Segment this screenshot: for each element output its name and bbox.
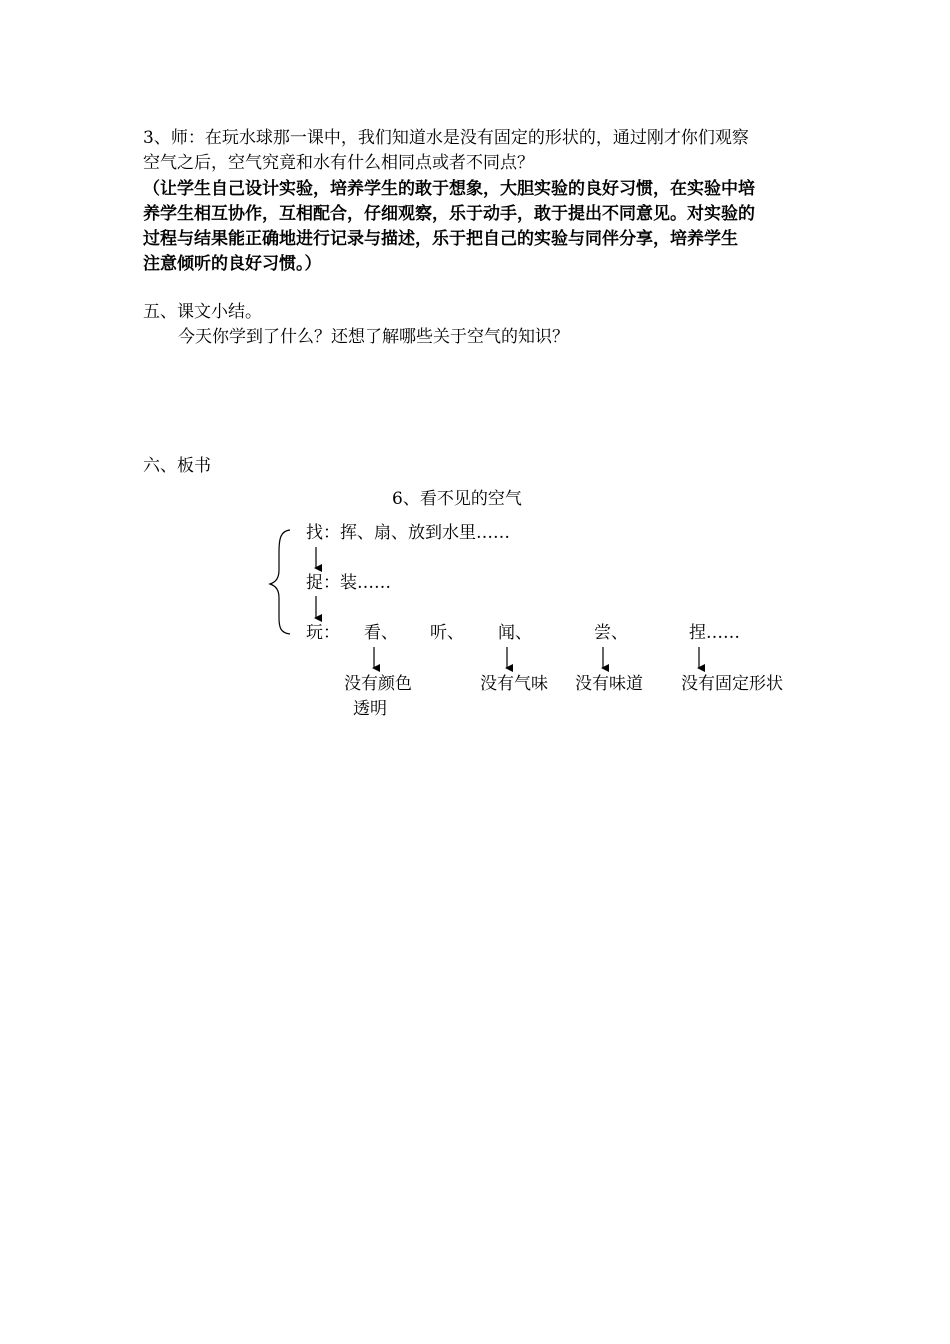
result-look: 没有颜色: [344, 674, 412, 694]
section3-line2: 空气之后，空气究竟和水有什么相同点或者不同点？: [143, 153, 534, 173]
result-smell: 没有气味: [480, 674, 548, 694]
board-play: 玩：: [306, 623, 340, 643]
note-line1: （让学生自己设计实验，培养学生的敢于想象，大胆实验的良好习惯，在实验中培: [143, 179, 755, 199]
board-heading: 六、板书: [143, 456, 211, 476]
note-line3: 过程与结果能正确地进行记录与描述，乐于把自己的实验与同伴分享，培养学生: [143, 229, 738, 249]
result-taste: 没有味道: [575, 674, 643, 694]
sense-look: 看、: [364, 623, 398, 643]
result-pinch: 没有固定形状: [681, 674, 783, 694]
left-brace: [270, 530, 290, 634]
sense-smell: 闻、: [498, 623, 532, 643]
sense-listen: 听、: [430, 623, 464, 643]
result-transparent: 透明: [353, 699, 387, 719]
section3-line1: 3、师：在玩水球那一课中，我们知道水是没有固定的形状的，通过刚才你们观察: [143, 128, 749, 148]
board-title: 6、看不见的空气: [392, 489, 522, 509]
note-line2: 养学生相互协作，互相配合，仔细观察，乐于动手，敢于提出不同意见。对实验的: [143, 204, 755, 224]
summary-body: 今天你学到了什么？还想了解哪些关于空气的知识？: [178, 327, 569, 347]
note-line4: 注意倾听的良好习惯。）: [143, 254, 322, 274]
sense-pinch: 捏……: [689, 623, 740, 643]
sense-taste: 尝、: [594, 623, 628, 643]
summary-heading: 五、课文小结。: [143, 302, 262, 322]
board-find: 找：挥、扇、放到水里……: [306, 523, 510, 543]
board-catch: 捉：装……: [306, 573, 391, 593]
